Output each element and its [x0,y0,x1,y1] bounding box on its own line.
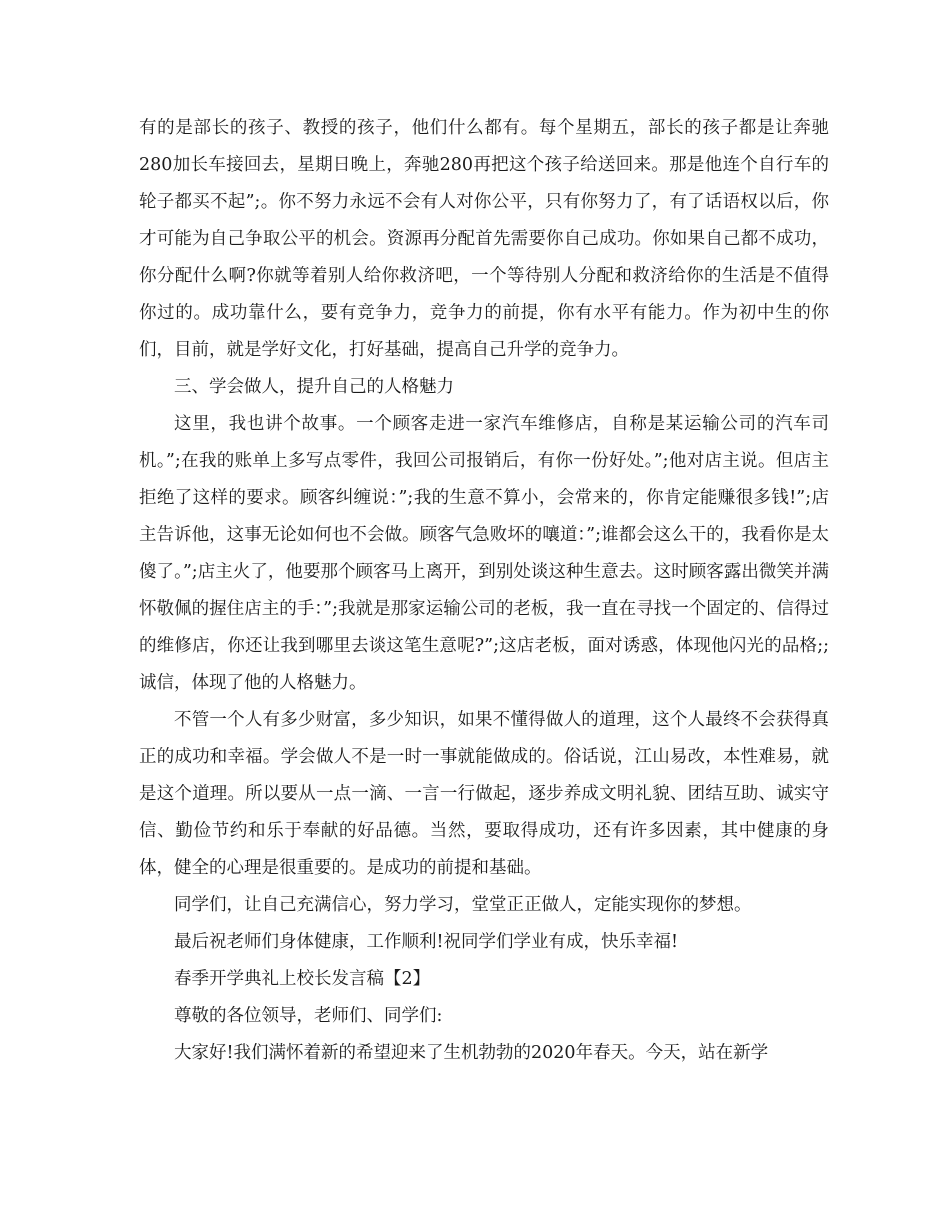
closing-wishes: 最后祝老师们身体健康，工作顺利!祝同学们学业有成，快乐幸福! [174,932,679,952]
body-paragraph: 不管一个人有多少财富，多少知识，如果不懂得做人的道理，这个人最终不会获得真正的成功和幸福。学会做人不是一时一事就能做成的。俗话说，江山易改，本性难易，就是这个道理。所以要从一点一滴、一言一行做起，逐步养成文明礼貌、团结互助、诚实守信、勤俭节约和乐于奉献的好品德。当然，要取得成功，还有许多因素，其中健康的身体，健全的心理是很重要的。是成功的前提和基础。 [139,710,829,878]
document-body [139,110,829,1072]
section-heading: 三、学会做人，提升自己的人格魅力 [174,377,454,397]
speech-title: 春季开学典礼上校长发言稿【2】 [174,969,431,989]
body-paragraph: 这里，我也讲个故事。一个顾客走进一家汽车维修店，自称是某运输公司的汽车司机。”;在我的账单上多写点零件，我回公司报销后，有你一份好处。”;他对店主说。但店主拒绝了这样的要求。顾客纠缠说：”;我的生意不算小，会常来的，你肯定能赚很多钱!”;店主告诉他，这事无论如何也不会做。顾客气急败坏的嚷道：”;谁都会这么干的，我看你是太傻了。”;店主火了，他要那个顾客马上离开，到别处谈这种生意去。这时顾客露出微笑并满怀敬佩的握住店主的手：”;我就是那家运输公司的老板，我一直在寻找一个固定的、信得过的维修店，你还让我到哪里去谈这笔生意呢?”;这店老板，面对诱惑，体现他闪光的品格;;诚信，体现了他的人格魅力。 [139,414,829,693]
body-paragraph: 大家好!我们满怀着新的希望迎来了生机勃勃的2020年春天。今天，站在新学 [174,1043,769,1063]
body-paragraph: 同学们，让自己充满信心，努力学习，堂堂正正做人，定能实现你的梦想。 [174,895,752,915]
body-paragraph: 有的是部长的孩子、教授的孩子，他们什么都有。每个星期五，部长的孩子都是让奔驰280加长车接回去，星期日晚上，奔驰280再把这个孩子给送回来。那是他连个自行车的轮子都买不起”;。你不努力永远不会有人对你公平，只有你努力了，有了话语权以后，你才可能为自己争取公平的机会。资源再分配首先需要你自己成功。你如果自己都不成功，你分配什么啊?你就等着别人给你救济吧，一个等待别人分配和救济给你的生活是不值得你过的。成功靠什么，要有竞争力，竞争力的前提，你有水平有能力。作为初中生的你们，目前，就是学好文化，打好基础，提高自己升学的竞争力。 [139,118,829,360]
greeting-line: 尊敬的各位领导，老师们、同学们: [174,1006,443,1026]
